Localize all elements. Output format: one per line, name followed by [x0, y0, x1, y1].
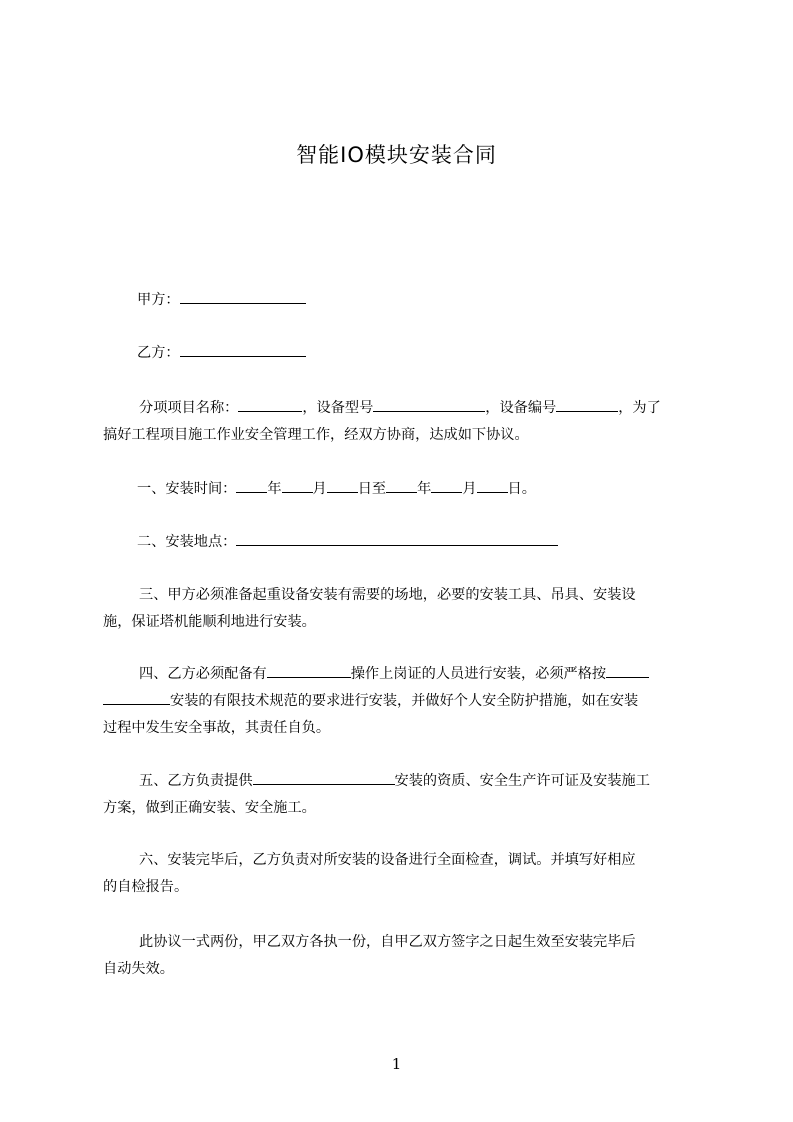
certificate-blank[interactable] — [267, 661, 351, 678]
serial-blank[interactable] — [556, 395, 618, 412]
closing-line-2: 自动失效。 — [103, 961, 174, 977]
clause-1 — [137, 476, 737, 502]
end-month-blank[interactable] — [431, 476, 462, 493]
end-year-unit: 年 — [417, 481, 432, 497]
clause-6-line-2: 的自检报告。 — [103, 879, 189, 895]
clause-3-line-2: 施，保证塔机能顺利地进行安装。 — [103, 614, 316, 630]
party-a-blank[interactable] — [180, 287, 306, 304]
project-name-blank[interactable] — [238, 395, 302, 412]
model-blank[interactable] — [373, 395, 485, 412]
project-line-2: 搞好工程项目施工作业安全管理工作，经双方协商，达成如下协议。 — [103, 427, 529, 443]
closing-line-1: 此协议一式两份，甲乙双方各执一份，自甲乙双方签字之日起生效至安装完毕后 — [139, 934, 636, 950]
start-year-blank[interactable] — [236, 476, 267, 493]
end-day-unit: 日。 — [507, 481, 536, 497]
start-day-unit: 日至 — [357, 481, 387, 497]
start-month-blank[interactable] — [282, 476, 313, 493]
party-b-blank[interactable] — [180, 340, 306, 357]
start-month-unit: 月 — [312, 481, 327, 497]
clause-1-label: 一、安装时间： — [137, 481, 237, 497]
end-month-unit: 月 — [462, 481, 477, 497]
clause-2-label: 二、安装地点： — [137, 534, 237, 550]
clause-4-text-c: 安装的有限技术规范的要求进行安装，并做好个人安全防护措施，如在安装 — [170, 693, 639, 709]
clause-3-line-1: 三、甲方必须准备起重设备安装有需要的场地，必要的安装工具、吊具、安装设 — [139, 587, 636, 603]
party-a-line — [137, 287, 737, 313]
document-title: 智能IO模块安装合同 — [296, 143, 497, 167]
clause-4-text-b: 操作上岗证的人员进行安装，必须严格按 — [350, 666, 607, 682]
clause-4-line-3: 过程中发生安全事故，其责任自负。 — [103, 720, 331, 736]
standard-blank-b[interactable] — [103, 688, 170, 705]
clause-5-line-2: 方案，做到正确安装、安全施工。 — [103, 800, 316, 816]
party-b-line — [137, 340, 737, 366]
clause-2 — [137, 529, 737, 555]
clause-5-text-a: 五、乙方负责提供 — [139, 773, 253, 789]
clause-4-line-1 — [139, 661, 739, 687]
party-b-label: 乙方： — [137, 345, 180, 361]
project-name-label: 分项项目名称： — [139, 400, 239, 416]
location-blank[interactable] — [236, 529, 558, 546]
clause-5-line-1 — [139, 768, 739, 794]
end-day-blank[interactable] — [477, 476, 508, 493]
serial-label: ，设备编号 — [485, 400, 557, 416]
end-year-blank[interactable] — [386, 476, 417, 493]
party-a-label: 甲方： — [137, 292, 180, 308]
clause-4-text-a: 四、乙方必须配备有 — [139, 666, 267, 682]
model-label: ，设备型号 — [302, 400, 374, 416]
start-year-unit: 年 — [267, 481, 282, 497]
standard-blank-a[interactable] — [606, 661, 649, 678]
clause-4-line-2 — [103, 688, 703, 714]
start-day-blank[interactable] — [327, 476, 358, 493]
page-number: 1 — [391, 1055, 402, 1073]
project-line-1 — [139, 395, 739, 421]
provider-blank[interactable] — [253, 768, 395, 785]
clause-5-text-b: 安装的资质、安全生产许可证及安装施工 — [394, 773, 650, 789]
clause-6-line-1: 六、安装完毕后，乙方负责对所安装的设备进行全面检查，调试。并填写好相应 — [139, 852, 636, 868]
project-tail: ，为了 — [618, 400, 661, 416]
